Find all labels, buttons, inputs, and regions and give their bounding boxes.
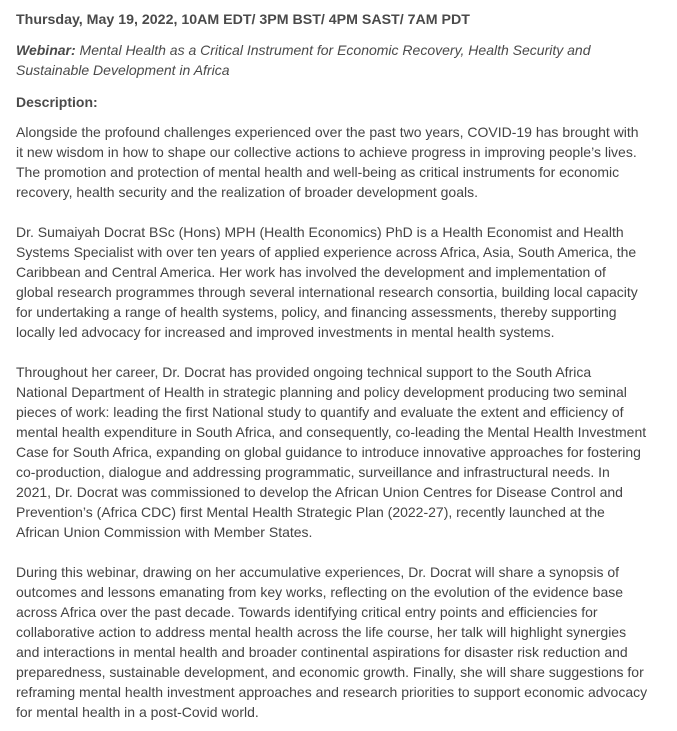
webinar-title-line	[16, 40, 671, 80]
event-description-panel	[16, 10, 671, 722]
webinar-title: Mental Health as a Critical Instrument for Economic Recovery, Health Security and Sustainable Development in Africa	[16, 42, 591, 78]
description-paragraph-speaker-bio: Dr. Sumaiyah Docrat BSc (Hons) MPH (Health Economics) PhD is a Health Economist and Health Systems Specialist with over ten years of applied experience across Africa, Asia, South America, the Caribbean and Central America. Her work has involved the development and implementation of global research programmes through several international research consortia, building local capacity for undertaking a range of health systems, policy, and financing assessments, thereby supporting locally led advocacy for increased and improved investments in mental health systems.	[16, 224, 638, 340]
description-paragraph-career: Throughout her career, Dr. Docrat has provided ongoing technical support to the South Africa National Department of Health in strategic planning and policy development producing two seminal pieces of work: leading the first National study to quantify and evaluate the extent and efficiency of mental health expenditure in South Africa, and consequently, co-leading the Mental Health Investment Case for South Africa, expanding on global guidance to introduce innovative approaches for fostering co-production, dialogue and addressing programmatic, surveillance and infrastructural needs. In 2021, Dr. Docrat was commissioned to develop the African Union Centres for Disease Control and Prevention’s (Africa CDC) first Mental Health Strategic Plan (2022-27), recently launched at the African Union Commission with Member States.	[16, 364, 647, 540]
description-paragraph-context: Alongside the profound challenges experienced over the past two years, COVID-19 has brought with it new wisdom in how to shape our collective actions to achieve progress in improving people’s lives. The promotion and protection of mental health and well-being as critical instruments for economic recovery, health security and the realization of broader development goals.	[16, 124, 639, 200]
description-heading: Description:	[16, 94, 98, 110]
webinar-label: Webinar:	[16, 42, 76, 58]
description-paragraph-webinar-summary: During this webinar, drawing on her accumulative experiences, Dr. Docrat will share a synopsis of outcomes and lessons emanating from key works, reflecting on the evolution of the evidence base across Africa over the past decade. Towards identifying critical entry points and efficiencies for collaborative action to address mental health across the life course, her talk will highlight synergies and interactions in mental health and broader continental aspirations for disaster risk reduction and preparedness, sustainable development, and economic growth. Finally, she will share suggestions for reframing mental health investment approaches and research priorities to support economic advocacy for mental health in a post-Covid world.	[16, 564, 648, 720]
event-datetime: Thursday, May 19, 2022, 10AM EDT/ 3PM BST/ 4PM SAST/ 7AM PDT	[16, 12, 470, 28]
